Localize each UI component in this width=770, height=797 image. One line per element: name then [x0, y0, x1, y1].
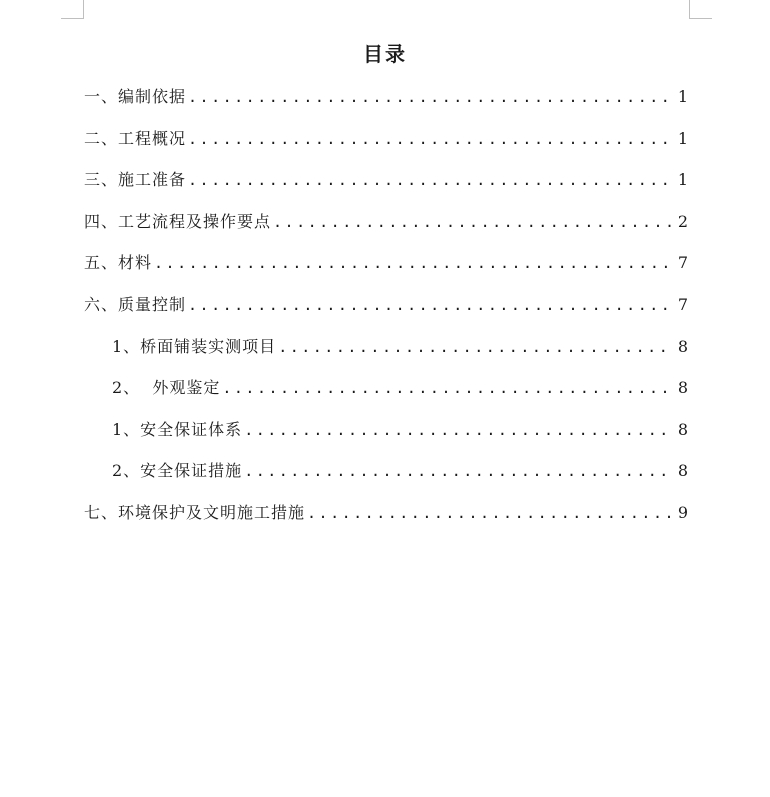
toc-page-number: 1: [677, 87, 688, 106]
toc-entry-bianzhi-yiju[interactable]: [84, 84, 688, 126]
toc-entry-qiaomian-puzhuang[interactable]: [84, 334, 688, 376]
toc-entry-label: 1、安全保证体系: [112, 419, 243, 439]
toc-entry-label: 六、质量控制: [84, 294, 187, 314]
crop-mark-top-left: [61, 0, 84, 19]
toc-entry-label: 四、工艺流程及操作要点: [84, 211, 272, 231]
toc-dot-leader: [154, 250, 672, 276]
toc-entry-anquan-cuoshi[interactable]: [84, 458, 688, 500]
toc-page-number: 1: [677, 170, 688, 190]
toc-entry-cailiao[interactable]: [84, 250, 688, 292]
toc-dot-leader: [278, 334, 672, 360]
toc-entry-gongyi-liucheng[interactable]: [84, 209, 688, 251]
toc-page-number: 8: [677, 461, 688, 481]
toc-entry-gongcheng-gaikuang[interactable]: [84, 126, 688, 168]
toc-dot-leader: [188, 126, 672, 152]
toc-dot-leader: [307, 500, 672, 526]
toc-page-number: 8: [677, 419, 688, 439]
toc-dot-leader: [188, 292, 672, 318]
toc-entry-label: 三、施工准备: [84, 170, 187, 190]
toc-entry-label: 二、工程概况: [84, 128, 187, 148]
crop-mark-top-right: [689, 0, 712, 19]
toc-dot-leader: [188, 167, 672, 193]
table-of-contents: [84, 84, 688, 542]
toc-entry-label: 2、 外观鉴定: [112, 378, 221, 398]
toc-dot-leader: [222, 375, 672, 401]
toc-dot-leader: [244, 458, 672, 484]
toc-entry-shigong-zhunbei[interactable]: [84, 167, 688, 209]
toc-title: 目录: [363, 42, 407, 66]
toc-entry-label: 一、编制依据: [84, 87, 187, 106]
toc-dot-leader: [273, 209, 672, 235]
toc-page-number: 8: [677, 378, 688, 398]
toc-page-number: 1: [677, 128, 688, 148]
toc-entry-label: 1、桥面铺装实测项目: [112, 336, 277, 356]
toc-page-number: 2: [677, 211, 688, 231]
toc-entry-huanjing-baohu[interactable]: [84, 500, 688, 542]
toc-page-number: 7: [677, 253, 688, 273]
toc-dot-leader: [244, 417, 672, 443]
toc-entry-waiguan-jianding[interactable]: [84, 375, 688, 417]
toc-entry-label: 七、环境保护及文明施工措施: [84, 502, 306, 522]
toc-entry-zhiliang-kongzhi[interactable]: [84, 292, 688, 334]
toc-dot-leader: [188, 84, 672, 110]
toc-entry-label: 2、安全保证措施: [112, 461, 243, 481]
toc-page-number: 7: [677, 294, 688, 314]
toc-page-number: 8: [677, 336, 688, 356]
toc-entry-label: 五、材料: [84, 253, 153, 273]
toc-entry-anquan-tixi[interactable]: [84, 417, 688, 459]
toc-page-number: 9: [677, 502, 688, 522]
